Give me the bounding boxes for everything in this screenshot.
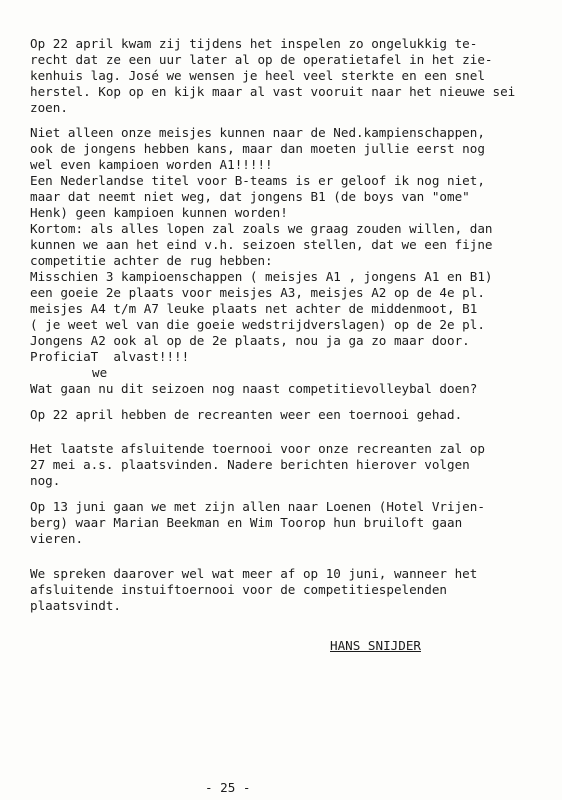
inserted-word: we bbox=[92, 365, 108, 380]
text-line: Een Nederlandse titel voor B-teams is er geloof ik nog niet, bbox=[30, 173, 485, 188]
text-line: 27 mei a.s. plaatsvinden. Nadere berichten hierover volgen bbox=[30, 457, 470, 472]
text-line: ( je weet wel van die goeie wedstrijdverslagen) op de 2e pl. bbox=[30, 317, 485, 332]
text-line: Kortom: als alles lopen zal zoals we graag zouden willen, dan bbox=[30, 221, 493, 236]
text-line: We spreken daarover wel wat meer af op 10 juni, wanneer het bbox=[30, 566, 478, 581]
text-line: kenhuis lag. José we wensen je heel veel sterkte en een snel bbox=[30, 68, 485, 83]
text-line: meisjes A4 t/m A7 leuke plaats net achter de middenmoot, B1 bbox=[30, 301, 478, 316]
text-line: maar dat neemt niet weg, dat jongens B1 (de boys van "ome" bbox=[30, 189, 470, 204]
author-signature: HANS SNIJDER bbox=[330, 638, 421, 653]
text-line: een goeie 2e plaats voor meisjes A3, meisjes A2 op de 4e pl. bbox=[30, 285, 485, 300]
text-line: herstel. Kop op en kijk maar al vast vooruit naar het nieuwe sei bbox=[30, 84, 516, 99]
text-line: Henk) geen kampioen kunnen worden! bbox=[30, 205, 288, 220]
text-line: ProficiaT alvast!!!! bbox=[30, 349, 190, 364]
text-line: zoen. bbox=[30, 100, 68, 115]
text-line: wel even kampioen worden A1!!!!! bbox=[30, 157, 273, 172]
text-line: vieren. bbox=[30, 531, 84, 546]
text-line: Wat gaan nu dit seizoen nog naast competitievolleybal doen? bbox=[30, 381, 478, 396]
text-line: recht dat ze een uur later al op de operatietafel in het zie- bbox=[30, 52, 493, 67]
text-line: ook de jongens hebben kans, maar dan moeten jullie eerst nog bbox=[30, 141, 485, 156]
text-line: Op 22 april hebben de recreanten weer een toernooi gehad. bbox=[30, 407, 463, 422]
text-line: Op 13 juni gaan we met zijn allen naar Loenen (Hotel Vrijen- bbox=[30, 499, 485, 514]
text-line: afsluitende instuiftoernooi voor de competitiespelenden bbox=[30, 582, 448, 597]
text-line: berg) waar Marian Beekman en Wim Toorop hun bruiloft gaan bbox=[30, 515, 463, 530]
text-line: Het laatste afsluitende toernooi voor onze recreanten zal op bbox=[30, 441, 485, 456]
text-line: Op 22 april kwam zij tijdens het inspelen zo ongelukkig te- bbox=[30, 36, 478, 51]
text-line: competitie achter de rug hebben: bbox=[30, 253, 273, 268]
text-line: Misschien 3 kampioenschappen ( meisjes A1 , jongens A1 en B1) bbox=[30, 269, 493, 284]
text-line: plaatsvindt. bbox=[30, 598, 121, 613]
page-number: - 25 - bbox=[205, 780, 251, 795]
text-line: Jongens A2 ook al op de 2e plaats, nou ja ga zo maar door. bbox=[30, 333, 470, 348]
text-line: kunnen we aan het eind v.h. seizoen stellen, dat we een fijne bbox=[30, 237, 493, 252]
text-line: nog. bbox=[30, 473, 61, 488]
text-line: Niet alleen onze meisjes kunnen naar de Ned.kampienschappen, bbox=[30, 125, 485, 140]
